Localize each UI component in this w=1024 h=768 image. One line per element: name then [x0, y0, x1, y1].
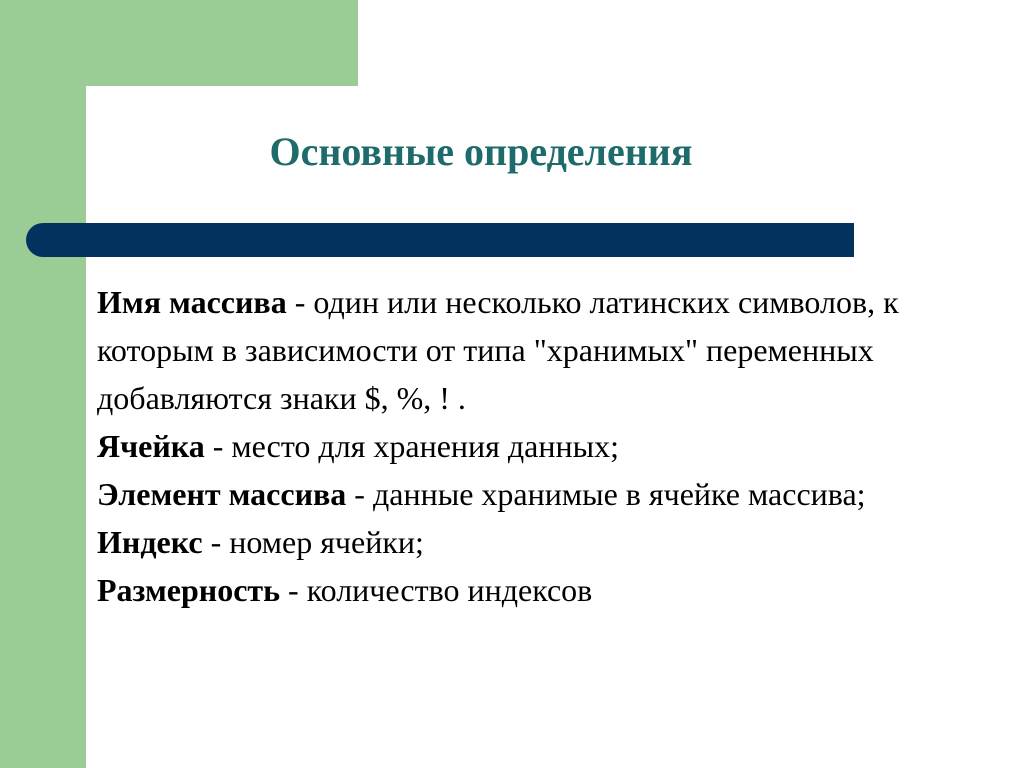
title-underline-bar [26, 223, 854, 257]
left-green-strip [0, 0, 86, 768]
definition-text: - количество индексов [280, 572, 593, 608]
definition-text: - один или несколько латинских символов, к которым в зависимости от типа "хранимых" переменных добавляются знаки $, %, ! . [97, 284, 899, 416]
definition-term: Имя массива [97, 284, 287, 320]
top-left-green-block [0, 0, 358, 86]
definition-dimension [97, 566, 1002, 614]
definition-index [97, 518, 1002, 566]
definition-text: - данные хранимые в ячейке массива; [346, 476, 866, 512]
definitions-list [97, 278, 1002, 614]
definition-term: Размерность [97, 572, 281, 608]
definition-array-name [97, 278, 1002, 422]
definition-cell [97, 422, 1002, 470]
slide-title: Основные определения [269, 129, 693, 174]
definition-term: Элемент массива [97, 476, 347, 512]
definition-array-element [97, 470, 1002, 518]
definition-term: Индекс [97, 524, 203, 560]
definition-term: Ячейка [97, 428, 205, 464]
definition-text: - место для хранения данных; [204, 428, 620, 464]
definition-text: - номер ячейки; [202, 524, 424, 560]
